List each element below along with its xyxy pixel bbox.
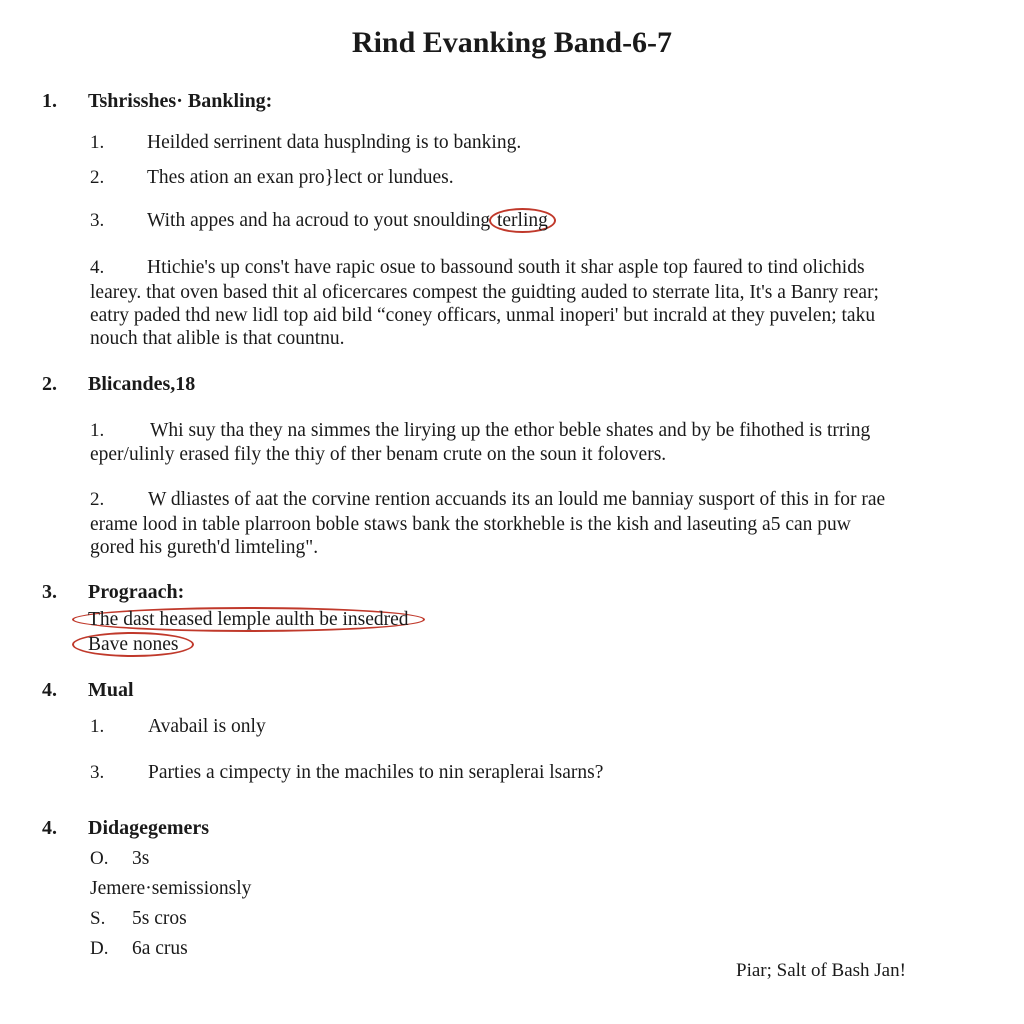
page-title: Rind Evanking Band-6-7 [351, 26, 673, 59]
paragraph-line: eper/ulinly erased fily the thiy of ther benam crute on the soun it folovers. [90, 444, 667, 465]
circled-word: terling [489, 208, 556, 233]
circled-phrase: Bave nones [72, 632, 194, 657]
item-number: 1. [90, 716, 105, 737]
item-number: 2. [90, 489, 105, 510]
section-number: 4. [42, 817, 57, 839]
section-title: Didagegemers [88, 817, 210, 839]
item-text: Parties a cimpecty in the machiles to nin seraplerai lsarns? [148, 762, 604, 783]
paragraph-line: gored his gureth'd limteling". [90, 537, 319, 558]
section-title: Tshrisshes· Bankling: [88, 90, 273, 112]
entry-text: 3s [132, 848, 150, 869]
item-text: Avabail is only [148, 716, 266, 737]
paragraph-line: nouch that alible is that countnu. [90, 328, 345, 349]
entry-text: Jemere·semissionsly [90, 878, 252, 899]
item-text: Heilded serrinent data husplnding is to banking. [147, 132, 522, 153]
item-number: 4. [90, 257, 105, 278]
entry-text: 5s cros [132, 908, 187, 929]
entry-label: S. [90, 908, 106, 929]
section-number: 2. [42, 373, 57, 395]
item-text-main: With appes and ha acroud to yout snoulding [147, 210, 491, 231]
item-number: 3. [90, 210, 105, 231]
item-text: Thes ation an exan pro}lect or lundues. [147, 167, 454, 188]
circled-line [90, 633, 194, 657]
signature-line: Piar; Salt of Bash Jan! [736, 960, 906, 981]
section-number: 1. [42, 90, 57, 112]
paragraph-line: eatry paded thd new lidl top aid bild “coney officars, unmal inoperi' but incrald at they puvelen; taku [90, 305, 876, 326]
entry-label: O. [90, 848, 109, 869]
item-number: 2. [90, 167, 105, 188]
paragraph-line: learey. that oven based thit al oficercares compest the guidting auded to sterrate lita, It's a Banry rear; [90, 282, 879, 303]
paragraph-first-line: W dliastes of aat the corvine rention accuands its an lould me banniay susport of this in for rae [148, 489, 886, 510]
item-text [147, 210, 556, 232]
paragraph-line: erame lood in table plarroon boble staws bank the storkheble is the kish and laseuting a5 can puw [90, 514, 851, 535]
section-number: 4. [42, 679, 57, 701]
paragraph-first-line: Htichie's up cons't have rapic osue to bassound south it shar asple top faured to tind olichids [147, 257, 865, 278]
item-number: 1. [90, 420, 105, 441]
circled-line [90, 608, 425, 632]
section-title: Blicandes,18 [88, 373, 196, 395]
section-number: 3. [42, 581, 57, 603]
item-number: 3. [90, 762, 105, 783]
circled-phrase: The dast heased lemple aulth be insedred [72, 607, 425, 632]
entry-text: 6a crus [132, 938, 188, 959]
paragraph-first-line: Whi suy tha they na simmes the lirying up the ethor beble shates and by be fihothed is trring [150, 420, 871, 441]
section-title: Mual [88, 679, 134, 701]
section-title: Prograach: [88, 581, 185, 603]
item-number: 1. [90, 132, 105, 153]
entry-label: D. [90, 938, 109, 959]
